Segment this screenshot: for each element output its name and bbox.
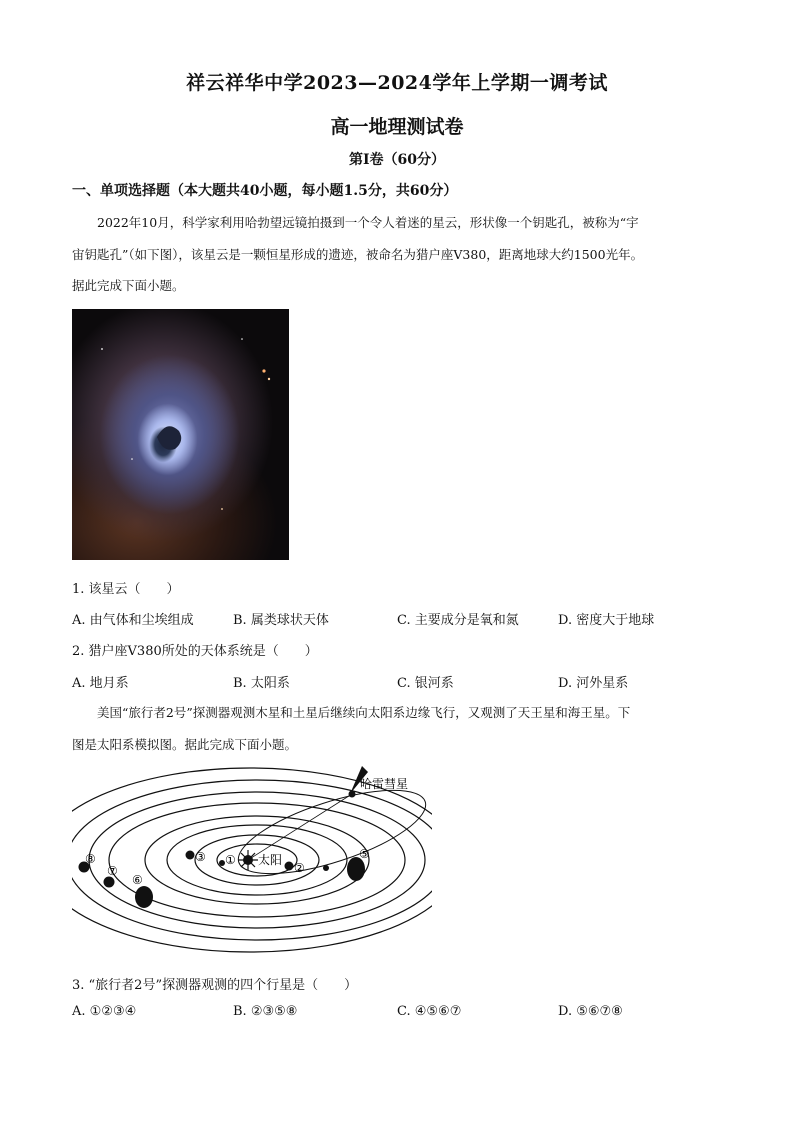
comet-label: 哈雷彗星 (360, 777, 409, 791)
q3-option-d[interactable]: D. ⑤⑥⑦⑧ (558, 1004, 623, 1019)
q3-option-b[interactable]: B. ②③⑤⑧ (233, 1004, 298, 1019)
planet-label-8: ⑧ (85, 852, 96, 866)
q2-option-b[interactable]: B. 太阳系 (233, 676, 290, 691)
passage1-line2: 宙钥匙孔”（如下图），该星云是一颗恒星形成的遗迹，被命名为猎户座V380，距离地球大约1500光年。 (72, 247, 644, 262)
q1-option-a[interactable]: A. 由气体和尘埃组成 (72, 613, 194, 628)
planet-label-5: ⑤ (359, 847, 370, 861)
nebula-star-field (72, 309, 289, 560)
planet-3 (186, 851, 195, 860)
passage1-line3: 据此完成下面小题。 (72, 278, 185, 293)
passage1-line1: 2022年10月，科学家利用哈勃望远镜拍摄到一个令人着迷的星云，形状像一个钥匙孔，被称为“宇 (97, 215, 639, 230)
q1-stem: 1. 该星云（ ） (72, 582, 180, 597)
sun-label: 太阳 (258, 853, 283, 867)
q2-option-a[interactable]: A. 地月系 (72, 676, 129, 691)
part-heading: 第Ⅰ卷（60分） (348, 152, 446, 168)
q1-option-d[interactable]: D. 密度大于地球 (558, 613, 655, 628)
q1-option-b[interactable]: B. 属类球状天体 (233, 613, 329, 628)
q3-option-c[interactable]: C. ④⑤⑥⑦ (397, 1004, 462, 1019)
passage2-line2: 图是太阳系模拟图。据此完成下面小题。 (72, 737, 298, 752)
q2-option-d[interactable]: D. 河外星系 (558, 676, 629, 691)
planet-label-2: ② (294, 861, 305, 875)
planet-2 (285, 862, 294, 871)
solar-system-diagram (72, 760, 432, 960)
q3-stem: 3. “旅行者2号”探测器观测的四个行星是（ ） (72, 978, 358, 993)
keyhole-nebula-image (72, 309, 289, 560)
planet-7 (104, 877, 115, 888)
planet-label-7: ⑦ (107, 864, 118, 878)
planet-label-3: ③ (195, 850, 206, 864)
q2-stem: 2. 猎户座V380所处的天体系统是（ ） (72, 644, 318, 659)
passage2-line1: 美国“旅行者2号”探测器观测木星和土星后继续向太阳系边缘飞行，又观测了天王星和海王星。下 (97, 705, 631, 720)
planet-label-6: ⑥ (132, 873, 143, 887)
planet-label-4: ④ (72, 760, 73, 761)
q1-option-c[interactable]: C. 主要成分是氧和氮 (397, 613, 519, 628)
planet-6 (135, 886, 153, 908)
exam-title: 祥云祥华中学2023—2024学年上学期一调考试 (186, 72, 608, 94)
q2-option-c[interactable]: C. 银河系 (397, 676, 454, 691)
planet-label-1: ① (225, 853, 236, 867)
planet-4 (323, 865, 329, 871)
section-heading: 一、单项选择题（本大题共40小题，每小题1.5分，共60分） (72, 183, 458, 199)
q3-option-a[interactable]: A. ①②③④ (72, 1004, 137, 1019)
exam-subtitle: 高一地理测试卷 (330, 116, 464, 138)
